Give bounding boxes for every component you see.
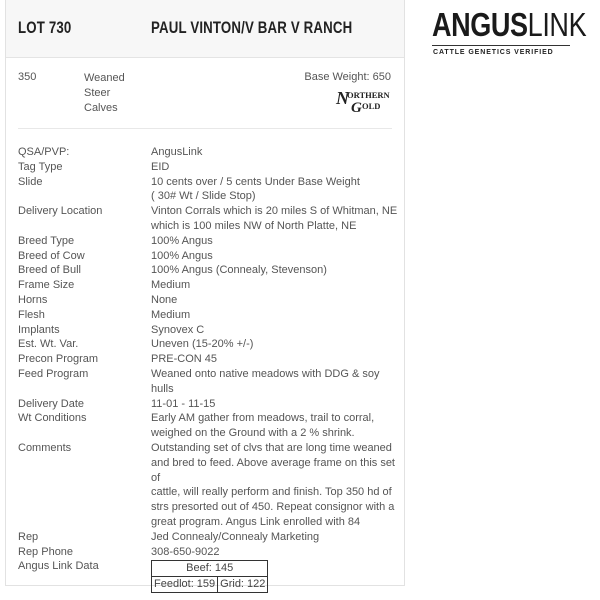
- northern-gold-logo: [335, 87, 397, 113]
- detail-row: [18, 441, 398, 530]
- detail-label: QSA/PVP:: [18, 146, 70, 158]
- detail-label: Breed Type: [18, 234, 75, 247]
- detail-value-line: cattle, will really perform and finish. Top 350 hd of: [151, 486, 392, 499]
- detail-value: [151, 352, 398, 367]
- detail-label: Est. Wt. Var.: [18, 338, 79, 351]
- detail-row: [18, 411, 398, 441]
- logo-link: LINK: [527, 6, 587, 43]
- logo-rule: [432, 45, 570, 46]
- grid-score: Grid: 122: [218, 577, 268, 593]
- head-count: 350: [18, 71, 37, 83]
- detail-label: Precon Program: [18, 353, 99, 366]
- detail-value-line: 100% Angus (Connealy, Stevenson): [151, 264, 327, 277]
- detail-value: [151, 278, 398, 293]
- detail-value-line: 11-01 - 11-15: [151, 397, 216, 410]
- detail-value-line: and bred to feed. Above average frame on this set of: [151, 456, 395, 484]
- detail-row: [18, 234, 398, 249]
- detail-value-line: Early AM gather from meadows, trail to corral,: [151, 412, 375, 425]
- detail-value-line: 100% Angus: [151, 249, 213, 262]
- detail-label: Rep Phone: [18, 545, 74, 558]
- detail-value-line: PRE-CON 45: [151, 353, 218, 366]
- detail-value-line: Synovex C: [151, 323, 205, 336]
- detail-label: Comments: [18, 441, 72, 454]
- anguslink-logo: [432, 6, 587, 58]
- svg-text:G: G: [351, 100, 362, 113]
- detail-value-line: Jed Connealy/Connealy Marketing: [151, 530, 320, 543]
- detail-value: [151, 160, 398, 175]
- detail-value-line: Vinton Corrals which is 20 miles S of Whitman, NE: [151, 205, 398, 218]
- lot-summary: [6, 58, 404, 130]
- detail-value: [151, 308, 398, 323]
- detail-label: Wt Conditions: [18, 412, 87, 425]
- detail-row: [18, 175, 398, 205]
- detail-value: [151, 367, 398, 397]
- detail-row: [18, 249, 398, 264]
- detail-value-line: Weaned onto native meadows with DDG & soy hulls: [151, 367, 380, 395]
- svg-text:N: N: [336, 88, 349, 108]
- detail-row: [18, 545, 398, 560]
- feedlot-score: Feedlot: 159: [152, 577, 218, 593]
- detail-label: Delivery Location: [18, 205, 103, 218]
- detail-row: [18, 308, 398, 323]
- cattle-description: [84, 71, 125, 116]
- base-weight: Base Weight: 650: [304, 71, 391, 83]
- lot-number: LOT 730: [18, 18, 72, 37]
- detail-value-line: which is 100 miles NW of North Platte, NE: [151, 219, 357, 232]
- detail-row: [18, 145, 398, 160]
- detail-value-line: 308-650-9022: [151, 545, 220, 558]
- detail-label: Rep: [18, 530, 39, 543]
- detail-label: Delivery Date: [18, 397, 85, 410]
- detail-value-line: Uneven (15-20% +/-): [151, 338, 254, 351]
- detail-row: [18, 352, 398, 367]
- angus-link-data-row: [18, 559, 398, 593]
- detail-label: Slide: [18, 175, 43, 188]
- logo-angus: ANGUS: [432, 6, 528, 43]
- section-divider: [18, 128, 392, 129]
- detail-value: [151, 249, 398, 264]
- detail-value-line: ( 30# Wt / Slide Stop): [151, 190, 256, 203]
- logo-tagline: CATTLE GENETICS VERIFIED: [433, 49, 554, 56]
- detail-value-line: 10 cents over / 5 cents Under Base Weight: [151, 175, 360, 188]
- detail-row: [18, 293, 398, 308]
- detail-value-line: Medium: [151, 308, 191, 321]
- detail-row: [18, 323, 398, 338]
- detail-value: [151, 441, 398, 530]
- detail-value: [151, 234, 398, 249]
- detail-row: [18, 397, 398, 412]
- description-line: Weaned: [84, 72, 125, 84]
- detail-row: [18, 367, 398, 397]
- detail-label: Flesh: [18, 308, 45, 321]
- detail-value: [151, 337, 398, 352]
- detail-label: Tag Type: [18, 160, 63, 173]
- detail-value-line: EID: [151, 160, 170, 173]
- detail-row: [18, 204, 398, 234]
- detail-value: [151, 293, 398, 308]
- detail-value: [151, 411, 398, 441]
- detail-value-line: strs presorted out of 450. Repeat consignor with a: [151, 501, 395, 514]
- ranch-name: PAUL VINTON/V BAR V RANCH: [151, 18, 353, 37]
- detail-value-line: weighed on the Ground with a 2 % shrink.: [151, 427, 355, 440]
- detail-value: [151, 263, 398, 278]
- detail-label: Breed of Bull: [18, 264, 81, 277]
- detail-value-line: 100% Angus: [151, 234, 213, 247]
- detail-row: [18, 160, 398, 175]
- detail-label: Horns: [18, 293, 48, 306]
- detail-label: Angus Link Data: [18, 560, 99, 573]
- detail-row: [18, 337, 398, 352]
- detail-row: [18, 278, 398, 293]
- detail-value-line: AngusLink: [151, 146, 203, 158]
- detail-label: Frame Size: [18, 279, 75, 292]
- angus-link-data-table: [151, 560, 268, 593]
- detail-value-line: Outstanding set of clvs that are long time weaned: [151, 441, 392, 454]
- detail-row: [18, 530, 398, 545]
- description-line: Steer: [84, 87, 111, 99]
- detail-label: Breed of Cow: [18, 249, 85, 262]
- svg-text:OLD: OLD: [362, 101, 381, 111]
- lot-header: [6, 0, 404, 58]
- detail-value-line: None: [151, 293, 178, 306]
- detail-value: [151, 530, 398, 545]
- detail-value: [151, 175, 398, 205]
- detail-value: [151, 145, 398, 160]
- detail-value: [151, 204, 398, 234]
- lot-details: [18, 145, 398, 593]
- detail-label: Feed Program: [18, 367, 89, 380]
- description-line: Calves: [84, 102, 118, 114]
- detail-label: Implants: [18, 323, 60, 336]
- lot-card: [5, 0, 405, 591]
- beef-score: Beef: 145: [152, 561, 268, 577]
- detail-value-line: great program. Angus Link enrolled with 84: [151, 515, 361, 528]
- detail-value: [151, 323, 398, 338]
- detail-row: [18, 263, 398, 278]
- svg-text:ORTHERN: ORTHERN: [347, 90, 390, 100]
- detail-value-line: Medium: [151, 279, 191, 292]
- detail-value: [151, 545, 398, 560]
- detail-value: [151, 397, 398, 412]
